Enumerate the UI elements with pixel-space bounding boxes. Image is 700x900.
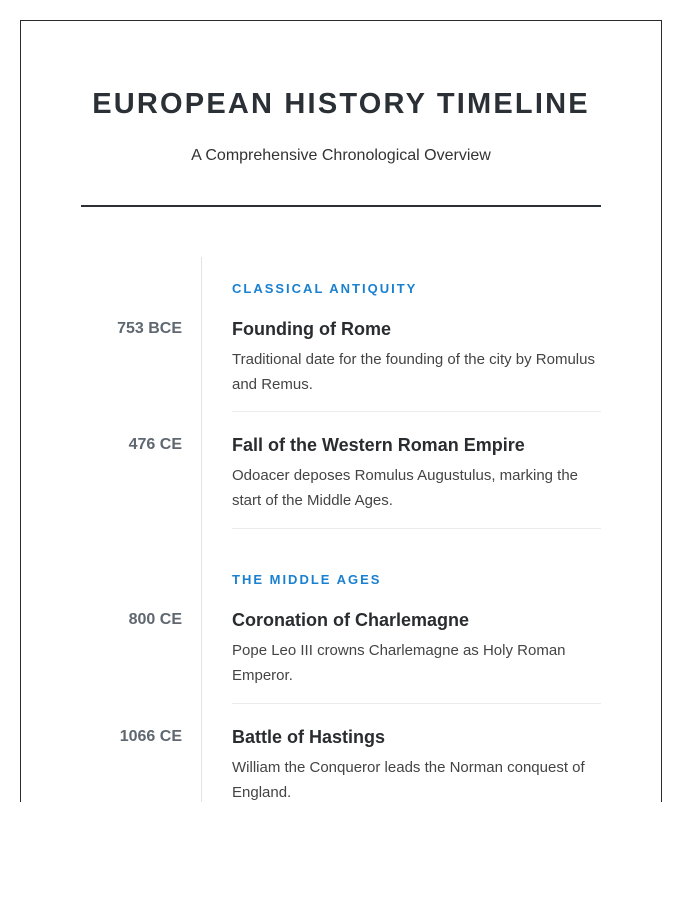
event-title: Coronation of Charlemagne — [232, 610, 470, 630]
event-title: Battle of Hastings — [232, 727, 386, 747]
event-body — [232, 727, 601, 802]
event-date: 1066 CE — [119, 728, 182, 745]
event-date: 753 BCE — [117, 320, 182, 337]
event-separator — [232, 411, 601, 412]
event-date: 800 CE — [128, 611, 182, 628]
event-description: Traditional date for the founding of the city by Romulus and Remus. — [232, 351, 595, 393]
page-title: EUROPEAN HISTORY TIMELINE — [92, 88, 590, 120]
timeline-card — [20, 20, 662, 802]
event-body — [232, 610, 601, 688]
event-title: Founding of Rome — [232, 319, 391, 339]
event-description: Pope Leo III crowns Charlemagne as Holy Roman Emperor. — [232, 642, 566, 684]
event-description: William the Conqueror leads the Norman conquest of England. — [232, 759, 585, 801]
event-separator — [232, 703, 601, 704]
event-title: Fall of the Western Roman Empire — [232, 435, 525, 455]
era-heading-classical-antiquity: CLASSICAL ANTIQUITY — [232, 281, 418, 296]
event-separator — [232, 528, 601, 529]
event-body — [232, 435, 601, 513]
event-date: 476 CE — [128, 436, 182, 453]
header-divider — [81, 205, 601, 207]
event-description: Odoacer deposes Romulus Augustulus, marking the start of the Middle Ages. — [232, 467, 579, 509]
event-body — [232, 319, 601, 397]
timeline — [81, 257, 601, 802]
page-subtitle: A Comprehensive Chronological Overview — [191, 147, 491, 164]
era-heading-middle-ages: THE MIDDLE AGES — [232, 572, 382, 587]
timeline-axis-line — [201, 257, 202, 802]
